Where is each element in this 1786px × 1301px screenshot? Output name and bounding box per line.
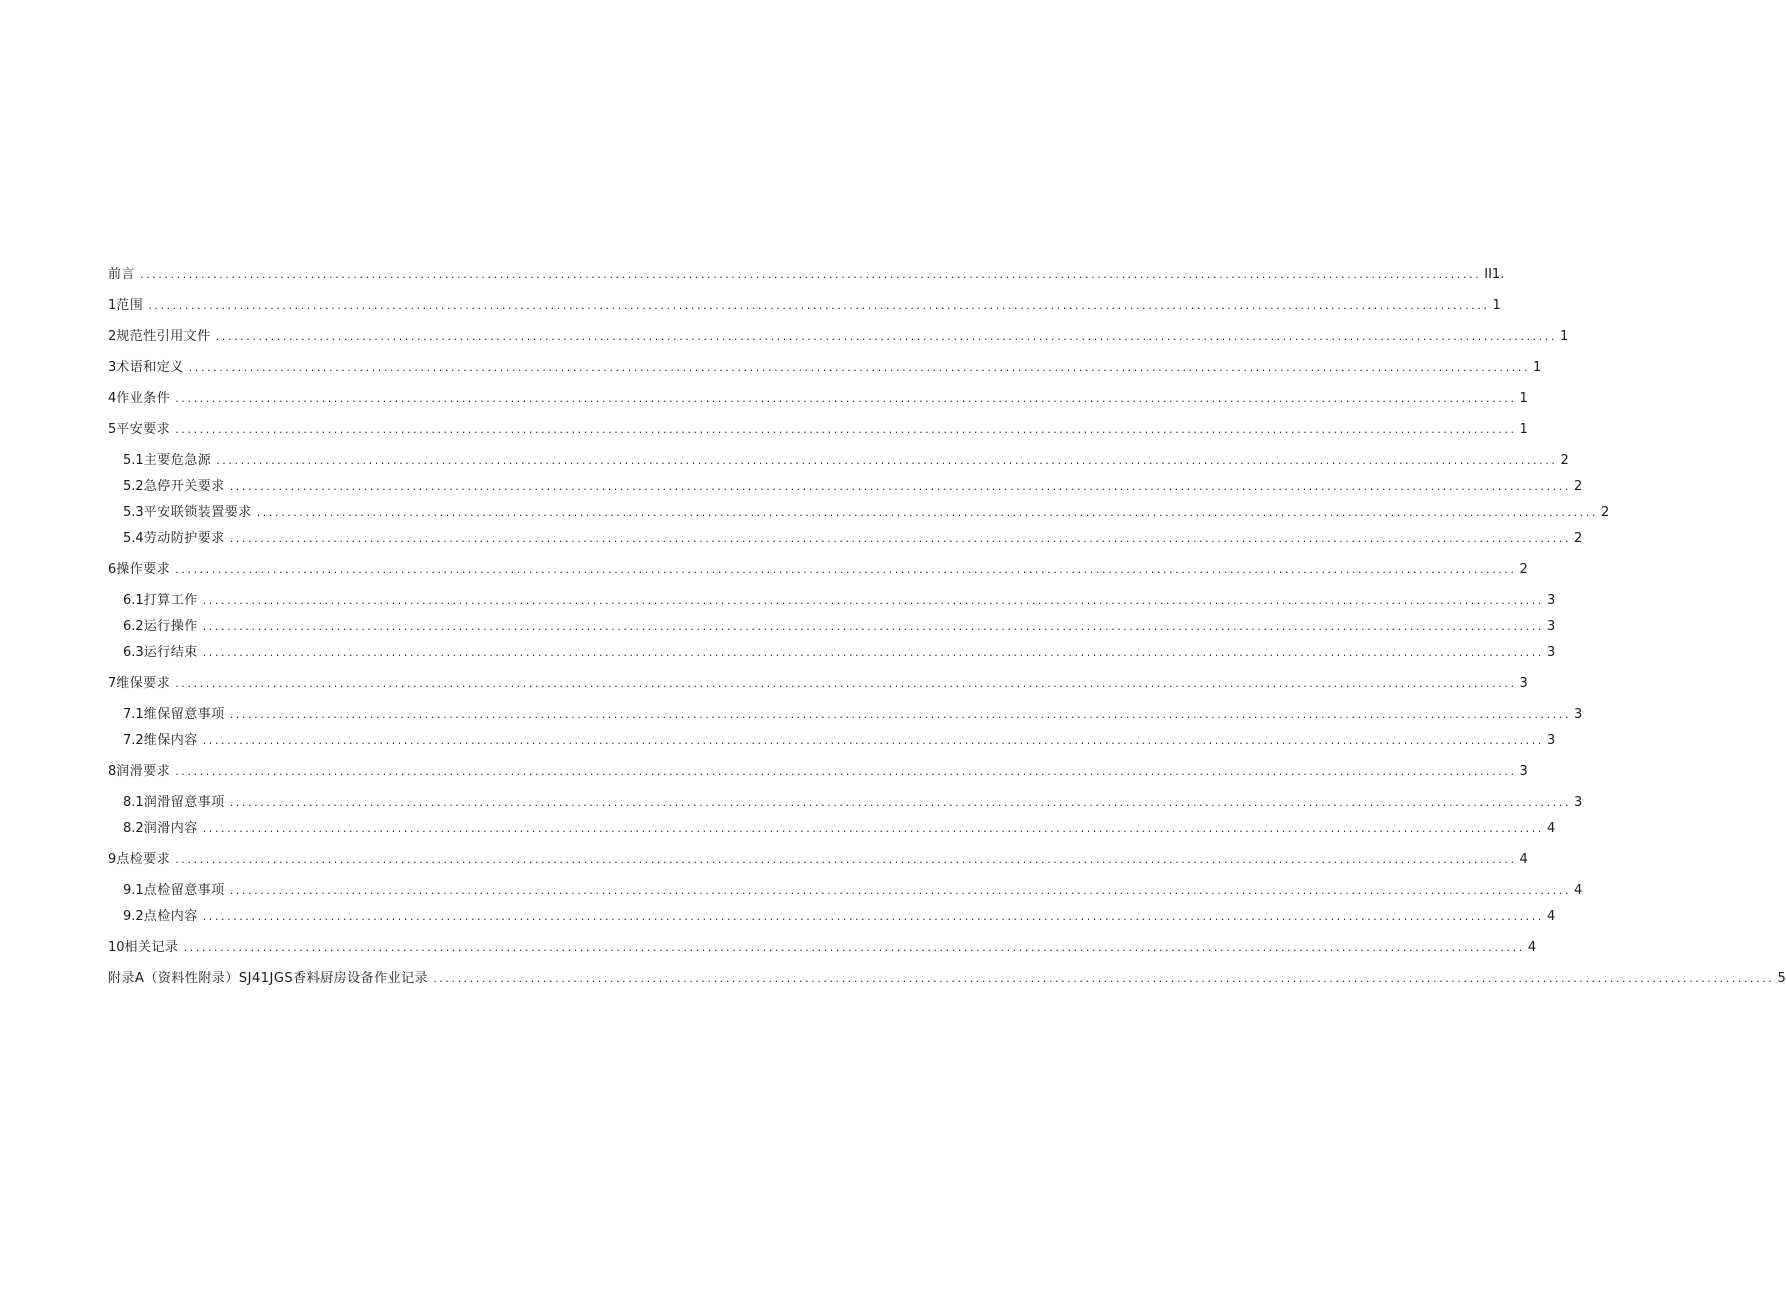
toc-entry-title: 维保内容	[143, 733, 198, 748]
toc-entry-number: 6.3	[123, 645, 144, 660]
toc-entry-title: 运行结束	[143, 645, 198, 660]
toc-entry	[108, 558, 1528, 578]
toc-entry-title: 运行操作	[143, 619, 198, 634]
toc-entry	[123, 729, 1556, 749]
toc-entry-number: 9.1	[123, 883, 144, 898]
toc-entry-number: 5.1	[123, 453, 144, 468]
toc-dot-leader: ............................................................................................................................................................................................................................	[229, 884, 1571, 897]
toc-entry-number: 4	[108, 391, 117, 406]
toc-entry-title: 打算工作	[143, 593, 198, 608]
toc-entry-title: 润滑要求	[116, 764, 171, 779]
toc-entry-page: 2	[1519, 562, 1528, 577]
toc-entry	[123, 641, 1556, 661]
toc-entry-title: 维保要求	[116, 676, 171, 691]
toc-entry-number: 10	[108, 940, 125, 955]
toc-entry	[108, 672, 1528, 692]
toc-entry-number: 5.4	[123, 531, 144, 546]
toc-entry-title: 主要危急源	[143, 453, 212, 468]
toc-dot-leader: ............................................................................................................................................................................................................................	[140, 268, 1482, 281]
toc-entry-title: 润滑留意事项	[143, 795, 225, 810]
toc-dot-leader: ............................................................................................................................................................................................................................	[229, 532, 1571, 545]
toc-entry-title: 范围	[116, 298, 144, 313]
toc-entry	[108, 325, 1569, 345]
toc-entry-number: 3	[108, 360, 117, 375]
toc-entry	[108, 263, 1505, 283]
toc-dot-leader: ............................................................................................................................................................................................................................	[229, 796, 1571, 809]
toc-entry-page: 5	[1777, 971, 1786, 986]
toc-entry-page: 1	[1519, 391, 1528, 406]
toc-entry-page: 2	[1573, 479, 1583, 494]
toc-dot-leader: ............................................................................................................................................................................................................................	[229, 708, 1571, 721]
toc-entry	[108, 418, 1528, 438]
toc-entry-title: 操作要求	[116, 562, 171, 577]
toc-entry-number: 9.2	[123, 909, 144, 924]
toc-entry-title: 润滑内容	[143, 821, 198, 836]
toc-entry	[108, 294, 1501, 314]
toc-entry-page: 3	[1519, 676, 1528, 691]
toc-entry-page: 3	[1546, 733, 1556, 748]
toc-entry	[108, 356, 1542, 376]
toc-entry-title: 维保留意事项	[143, 707, 225, 722]
toc-dot-leader: ............................................................................................................................................................................................................................	[202, 910, 1544, 923]
toc-entry	[108, 967, 1786, 987]
toc-entry-page: II1.	[1484, 267, 1505, 282]
toc-dot-leader: ............................................................................................................................................................................................................................	[256, 506, 1598, 519]
toc-entry-number: 7.2	[123, 733, 144, 748]
toc-entry-page: 4	[1519, 852, 1528, 867]
toc-entry-page: 3	[1546, 619, 1556, 634]
toc-dot-leader: ............................................................................................................................................................................................................................	[229, 480, 1571, 493]
toc-dot-leader: ............................................................................................................................................................................................................................	[148, 299, 1490, 312]
toc-entry	[108, 848, 1528, 868]
toc-entry	[108, 387, 1528, 407]
toc-entry-title: 点检留意事项	[143, 883, 225, 898]
toc-dot-leader: ............................................................................................................................................................................................................................	[202, 646, 1544, 659]
toc-entry	[108, 760, 1528, 780]
toc-entry-title: 附录A（资料性附录）SJ41JGS香料厨房设备作业记录	[108, 971, 429, 986]
toc-dot-leader: ............................................................................................................................................................................................................................	[175, 392, 1517, 405]
toc-dot-leader: ............................................................................................................................................................................................................................	[433, 972, 1775, 985]
toc-entry-page: 1	[1519, 422, 1528, 437]
toc-entry-page: 3	[1546, 593, 1556, 608]
toc-entry-title: 平安要求	[116, 422, 171, 437]
toc-entry-title: 相关记录	[124, 940, 179, 955]
toc-entry	[123, 501, 1610, 521]
toc-entry-page: 2	[1560, 453, 1569, 468]
toc-entry-page: 1	[1560, 329, 1569, 344]
toc-entry-title: 前言	[108, 267, 136, 282]
toc-entry	[123, 703, 1583, 723]
toc-dot-leader: ............................................................................................................................................................................................................................	[202, 594, 1544, 607]
toc-entry-page: 3	[1546, 645, 1556, 660]
toc-entry	[123, 791, 1583, 811]
toc-dot-leader: ............................................................................................................................................................................................................................	[175, 765, 1517, 778]
toc-entry-number: 6	[108, 562, 117, 577]
toc-entry-page: 3	[1519, 764, 1528, 779]
toc-entry-number: 6.1	[123, 593, 144, 608]
toc-entry-number: 6.2	[123, 619, 144, 634]
toc-dot-leader: ............................................................................................................................................................................................................................	[202, 822, 1544, 835]
toc-entry	[108, 936, 1537, 956]
toc-dot-leader: ............................................................................................................................................................................................................................	[183, 941, 1525, 954]
toc-entry-page: 4	[1546, 909, 1556, 924]
toc-entry	[123, 589, 1556, 609]
toc-entry-title: 劳动防护要求	[143, 531, 225, 546]
toc-entry	[123, 879, 1583, 899]
toc-dot-leader: ............................................................................................................................................................................................................................	[215, 330, 1558, 343]
toc-entry-page: 2	[1573, 531, 1583, 546]
toc-entry-title: 术语和定义	[116, 360, 184, 375]
toc-entry-title: 点检内容	[143, 909, 198, 924]
toc-entry	[123, 615, 1556, 635]
toc-entry-number: 5.3	[123, 505, 144, 520]
toc-entry-number: 1	[108, 298, 117, 313]
toc-entry-page: 1	[1533, 360, 1542, 375]
toc-entry-page: 4	[1546, 821, 1556, 836]
toc-entry-title: 作业条件	[116, 391, 171, 406]
toc-entry-page: 3	[1573, 707, 1583, 722]
toc-entry-page: 1	[1492, 298, 1501, 313]
toc-entry-number: 8.1	[123, 795, 144, 810]
toc-dot-leader: ............................................................................................................................................................................................................................	[175, 423, 1517, 436]
toc-dot-leader: ............................................................................................................................................................................................................................	[216, 454, 1558, 467]
toc-dot-leader: ............................................................................................................................................................................................................................	[175, 677, 1517, 690]
toc-entry-number: 7.1	[123, 707, 144, 722]
toc-entry-number: 9	[108, 852, 117, 867]
toc-entry-page: 2	[1600, 505, 1610, 520]
toc-entry	[123, 905, 1556, 925]
toc-entry-number: 8	[108, 764, 117, 779]
toc-dot-leader: ............................................................................................................................................................................................................................	[202, 620, 1544, 633]
toc-entry-page: 3	[1573, 795, 1583, 810]
toc-dot-leader: ............................................................................................................................................................................................................................	[202, 734, 1544, 747]
toc-dot-leader: ............................................................................................................................................................................................................................	[175, 563, 1517, 576]
toc-entry-title: 点检要求	[116, 852, 171, 867]
toc-entry-page: 4	[1573, 883, 1583, 898]
toc-entry-number: 8.2	[123, 821, 144, 836]
toc-entry	[123, 449, 1569, 469]
toc-entry-title: 规范性引用文件	[116, 329, 211, 344]
toc-entry-page: 4	[1527, 940, 1537, 955]
toc-entry	[123, 475, 1583, 495]
toc-entry	[123, 817, 1556, 837]
toc-entry-number: 5	[108, 422, 117, 437]
toc-dot-leader: ............................................................................................................................................................................................................................	[175, 853, 1517, 866]
toc-entry-number: 7	[108, 676, 117, 691]
toc-dot-leader: ............................................................................................................................................................................................................................	[188, 361, 1531, 374]
toc-entry-title: 平安联锁装置要求	[143, 505, 252, 520]
toc-entry-title: 急停开关要求	[143, 479, 225, 494]
toc-entry-number: 5.2	[123, 479, 144, 494]
toc-entry	[123, 527, 1583, 547]
toc-entry-number: 2	[108, 329, 117, 344]
